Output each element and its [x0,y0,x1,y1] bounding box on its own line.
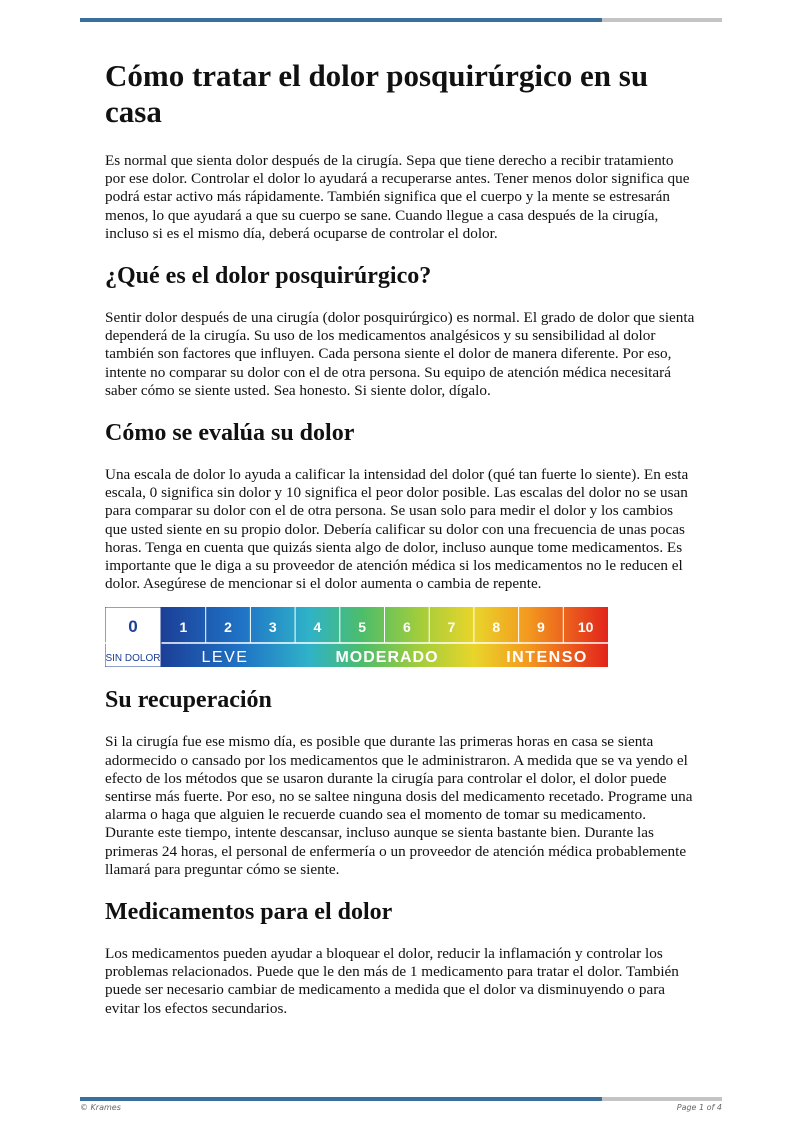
section-body-what-is: Sentir dolor después de una cirugía (dolor posquirúrgico) es normal. El grado de dolor que sienta dependerá de la cirugía. Su uso de los medicamentos analgésicos y su sensibilidad al dolor también son factores que influyen. Cada persona siente el dolor de manera diferente. Por eso, intente no comparar su dolor con el de otra persona. Su equipo de atención médica necesitará saber cómo se siente usted. Sea honesto. Si siente dolor, dígalo. [105,309,695,399]
pain-scale-number-10: 10 [577,619,594,636]
pain-scale-number-7: 7 [447,619,456,636]
intro-paragraph: Es normal que sienta dolor después de la cirugía. Sepa que tiene derecho a recibir tratamiento por ese dolor. Controlar el dolor lo ayudará a recuperarse antes. Tener menos dolor significa que podrá estar activo más rápidamente. También significa que el cuerpo y la mente se estresarán menos, lo que ayudará a que su cuerpo se sane. Cuando llegue a casa después de la cirugía, incluso si es el mismo día, deberá ocuparse de controlar el dolor. [105,152,690,242]
section-heading-recovery: Su recuperación [105,687,272,714]
section-heading-what-is: ¿Qué es el dolor posquirúrgico? [105,263,432,290]
pain-label-none: SIN DOLOR [105,653,161,665]
header-rule-blue [80,18,602,22]
section-body-medications: Los medicamentos pueden ayudar a bloquear el dolor, reducir la inflamación y controlar los problemas relacionados. Puede que le den más de 1 medicamento para tratar el dolor. También puede ser necesario cambiar de medicamento a medida que el dolor va disminuyendo o para evitar los efectos secundarios. [105,945,679,1017]
pain-scale-number-2: 2 [224,619,232,636]
pain-scale-number-0: 0 [128,617,138,637]
footer-page-number: Page 1 of 4 [676,1103,722,1112]
pain-scale-graphic [105,607,608,667]
pain-scale-number-1: 1 [179,619,188,636]
section-heading-medications: Medicamentos para el dolor [105,899,393,926]
pain-scale-number-4: 4 [313,619,322,636]
footer-rule-grey [602,1097,722,1101]
footer-rule-blue [80,1097,602,1101]
section-body-evaluation: Una escala de dolor lo ayuda a calificar la intensidad del dolor (qué tan fuerte lo siente). En esta escala, 0 significa sin dolor y 10 significa el peor dolor posible. Las escalas del dolor no se usan para comparar su dolor con el de otra persona. Se usan solo para medir el dolor y los cambios que usted siente en su propio dolor. Debería calificar su dolor con una frecuencia de unas pocas horas. Tenga en cuenta que quizás sienta algo de dolor, incluso aunque tome medicamentos. Es importante que le diga a su proveedor de atención médica si los medicamentos no le reducen el dolor. Asegúrese de mencionar si el dolor aumenta o cambia de repente. [105,466,689,593]
footer-rule [80,1097,722,1101]
document-body [105,58,697,1032]
pain-label-severe: INTENSO [506,649,588,667]
header-rule-grey [602,18,722,22]
footer-copyright: © Krames [80,1103,121,1112]
pain-scale-number-5: 5 [358,619,367,636]
pain-label-mild: LEVE [201,649,249,667]
pain-label-moderate: MODERADO [335,649,439,667]
header-rule [80,18,722,22]
pain-scale-number-8: 8 [492,619,501,636]
pain-scale-number-6: 6 [402,619,411,636]
pain-scale-number-3: 3 [268,619,277,636]
page-title: Cómo tratar el dolor posquirúrgico en su casa [105,58,649,129]
pain-scale-number-9: 9 [537,619,545,636]
section-body-recovery: Si la cirugía fue ese mismo día, es posible que durante las primeras horas en casa se sienta adormecido o cansado por los medicamentos que le administraron. A medida que se va yendo el efecto de los métodos que se usaron durante la cirugía para controlar el dolor, el dolor puede sentirse más fuerte. Por eso, no se saltee ninguna dosis del medicamento recetado. Programe una alarma o haga que alguien le recuerde cuando sea el momento de tomar su medicamento. Durante este tiempo, intente descansar, incluso aunque se sienta bastante bien. Durante las primeras 24 horas, el personal de enfermería o un proveedor de atención médica probablemente llamará para preguntar cómo se siente. [105,733,693,878]
section-heading-evaluation: Cómo se evalúa su dolor [105,420,355,447]
